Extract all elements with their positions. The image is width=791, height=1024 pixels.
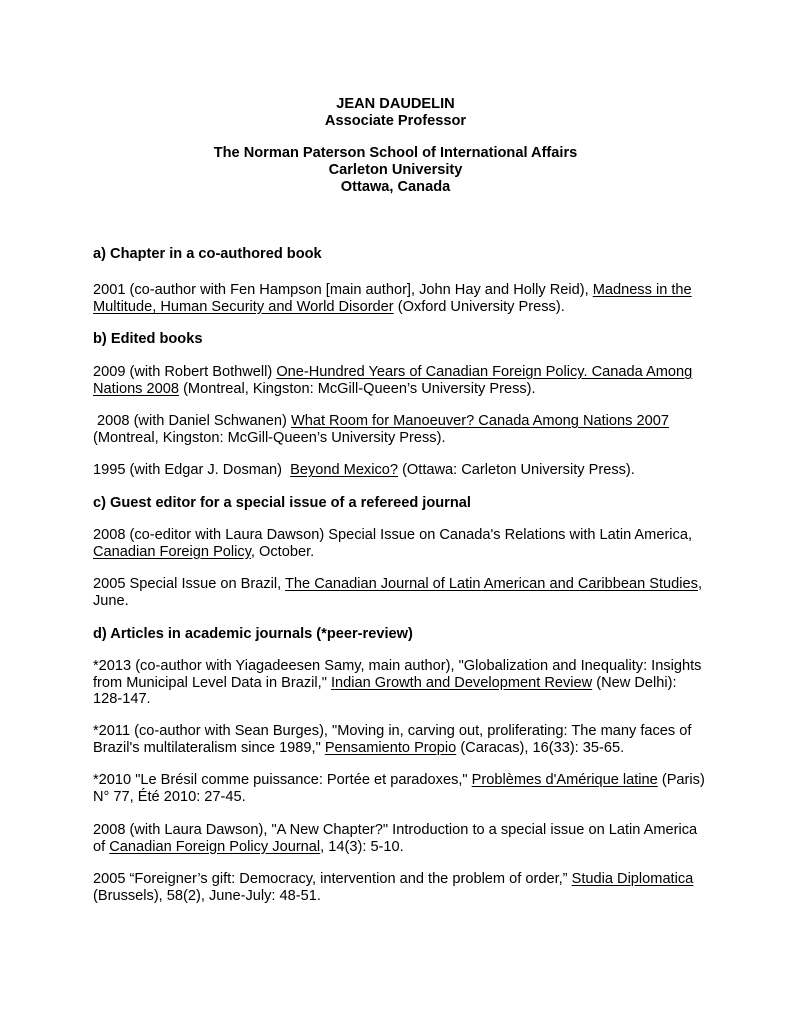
entry-line: [93, 675, 693, 692]
entry-text: from Municipal Level Data in Brazil,": [93, 674, 331, 691]
entry-line: 2008 (co-editor with Laura Dawson) Special Issue on Canada's Relations with Latin America,: [93, 527, 693, 543]
journal-title: Indian Growth and Development Review: [330, 674, 593, 691]
entry-text: 2005 Special Issue on Brazil,: [93, 576, 285, 592]
school-name: The Norman Paterson School of International Affairs: [213, 145, 578, 161]
entry-text: of: [93, 838, 110, 855]
journal-title: Studia Diplomatica: [571, 871, 694, 887]
entry-b1: [93, 364, 693, 397]
journal-title: Canadian Foreign Policy Journal: [109, 838, 321, 855]
author-name: JEAN DAUDELIN: [336, 96, 455, 112]
entry-line: [93, 299, 693, 316]
entry-line: [93, 364, 693, 381]
affiliation-block: [0, 145, 791, 196]
entry-d1: [93, 658, 702, 708]
entry-a1: [93, 282, 693, 315]
university-name: Carleton University: [328, 162, 463, 178]
entry-text: , 14(3): 5-10.: [320, 838, 404, 855]
entry-text: *2010 "Le Brésil comme puissance: Portée et paradoxes,": [93, 772, 472, 788]
entry-line: [93, 413, 693, 430]
book-title: What Room for Manoeuver? Canada Among Nations 2007: [290, 413, 669, 429]
entry-b2: [93, 413, 693, 446]
entry-line: (Montreal, Kingston: McGill-Queen’s University Press).: [93, 429, 446, 446]
entry-line: *2011 (co-author with Sean Burges), "Moving in, carving out, proliferating: The many faces of: [93, 723, 692, 739]
entry-text: 1995 (with Edgar J. Dosman): [93, 462, 291, 478]
entry-line: [93, 381, 693, 398]
location: Ottawa, Canada: [340, 179, 451, 195]
journal-title: The Canadian Journal of Latin American and Caribbean Studies: [285, 576, 698, 592]
entry-line: [93, 839, 693, 856]
entry-text: (Montreal, Kingston: McGill-Queen’s University Press).: [179, 380, 536, 397]
entry-line: 2008 (with Laura Dawson), "A New Chapter?" Introduction to a special issue on Latin America: [93, 822, 698, 838]
entry-line: [93, 462, 693, 479]
section-heading-d: d) Articles in academic journals (*peer-review): [93, 626, 413, 642]
entry-text: , October.: [250, 543, 315, 560]
entry-text: 2005 “Foreigner’s gift: Democracy, intervention and the problem of order,”: [93, 871, 572, 887]
entry-b3: [93, 462, 693, 479]
entry-line: (Brussels), 58(2), June-July: 48-51.: [93, 887, 321, 904]
entry-d2: [93, 723, 693, 756]
entry-text: (Oxford University Press).: [393, 298, 565, 315]
book-title: Multitude, Human Security and World Disorder: [93, 298, 394, 315]
entry-c1: [93, 527, 693, 560]
journal-title: Problèmes d'Amérique latine: [471, 772, 658, 788]
entry-line: [93, 740, 693, 757]
journal-title: Canadian Foreign Policy: [93, 543, 251, 560]
entry-line: [93, 282, 693, 299]
section-heading-c: c) Guest editor for a special issue of a refereed journal: [93, 495, 471, 511]
author-title: Associate Professor: [324, 113, 467, 129]
entry-text: 2008 (with Daniel Schwanen): [93, 413, 291, 429]
entry-text: (New Delhi):: [592, 674, 677, 691]
entry-text: (Ottawa: Carleton University Press).: [398, 462, 635, 478]
book-title: Nations 2008: [93, 380, 180, 397]
entry-line: *2013 (co-author with Yiagadeesen Samy, main author), "Globalization and Inequality: Insights: [93, 658, 702, 674]
entry-line: [93, 772, 705, 789]
entry-line: [93, 871, 693, 888]
book-title: Beyond Mexico?: [290, 462, 399, 478]
journal-title: Pensamiento Propio: [324, 739, 457, 756]
entry-text: (Paris): [657, 772, 705, 788]
entry-line: June.: [93, 592, 129, 609]
entry-d4: [93, 822, 698, 855]
entry-c2: [93, 576, 703, 609]
entry-text: Brazil's multilateralism since 1989,": [93, 739, 325, 756]
entry-text: (Caracas), 16(33): 35-65.: [456, 739, 625, 756]
entry-text: 2009 (with Robert Bothwell): [93, 364, 277, 380]
entry-line: N° 77, Été 2010: 27-45.: [93, 788, 246, 805]
book-title: Madness in the: [592, 282, 692, 298]
section-heading-a: a) Chapter in a co-authored book: [93, 246, 322, 262]
entry-line: [93, 576, 703, 593]
entry-text: ,: [697, 576, 703, 592]
document-header: [0, 96, 791, 130]
entry-line: 128-147.: [93, 691, 151, 708]
entry-text: 2001 (co-author with Fen Hampson [main author], John Hay and Holly Reid),: [93, 282, 593, 298]
entry-d3: [93, 772, 705, 805]
entry-d5: [93, 871, 693, 904]
section-heading-b: b) Edited books: [93, 331, 203, 347]
entry-line: [93, 544, 693, 561]
book-title: One-Hundred Years of Canadian Foreign Policy. Canada Among: [276, 364, 693, 380]
